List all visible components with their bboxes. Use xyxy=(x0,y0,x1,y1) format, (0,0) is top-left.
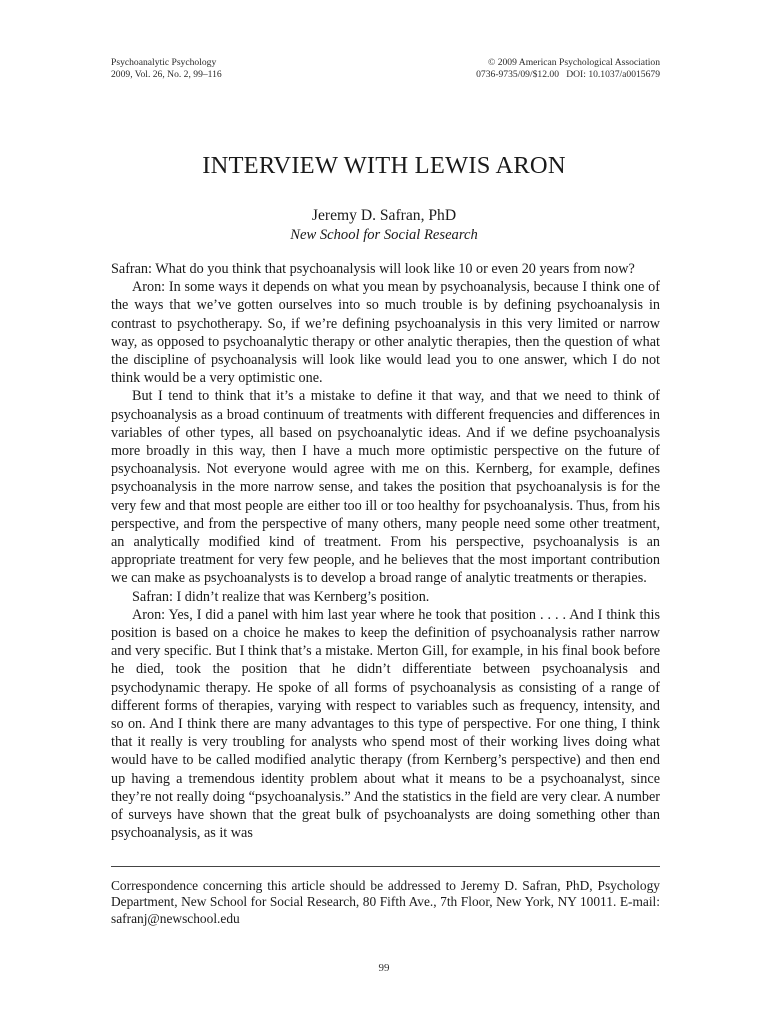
page-number: 99 xyxy=(378,962,390,974)
running-head-left xyxy=(111,57,222,81)
paragraph: Aron: Yes, I did a panel with him last year where he took that position . . . . And I think this position is based on a choice he makes to keep the definition of psychoanalysis rather narrow and very specific. But I think that’s a mistake. Merton Gill, for example, in his final book before he died, took the position that he didn’t differentiate between psychoanalysis and psychodynamic therapy. He spoke of all forms of psychoanalysis as consisting of a range of different forms of therapies, varying with respect to variables such as frequency, intensity, and so on. And I think there are many advantages to this type of perspective. For one thing, I think that it really is very troubling for analysts who spend most of their working lives doing what would have to be called modified analytic therapy (from Kernberg’s perspective) and then end up having a tremendous identity problem about what it means to be a psychoanalyst, since they’re not really doing “psychoanalysis.” And the statistics in the field are very clear. A number of surveys have shown that the great bulk of psychoanalysts are doing something other than psychoanalysis, as it was xyxy=(111,606,660,842)
paragraph: Aron: In some ways it depends on what you mean by psychoanalysis, because I think one of the ways that we’ve gotten ourselves into so much trouble is by defining psychoanalysis in contrast to psychotherapy. So, if we’re defining psychoanalysis in this very limited or narrow way, as opposed to psychoanalytic therapy or other analytic therapies, then the question of what the discipline of psychoanalysis will look like would lead you to one answer, which I do not think would be a very optimistic one. xyxy=(111,279,660,387)
volume-info: 2009, Vol. 26, No. 2, 99–116 xyxy=(111,69,222,80)
correspondence-footnote: Correspondence concerning this article should be addressed to Jeremy D. Safran, PhD, Psychology Department, New School for Social Research, 80 Fifth Ave., 7th Floor, New York, NY 10011. E-mail: safranj@newschool.edu xyxy=(111,878,660,926)
article-body xyxy=(111,260,660,843)
paragraph: Safran: I didn’t realize that was Kernberg’s position. xyxy=(132,588,430,605)
running-head-right xyxy=(476,57,660,81)
journal-name: Psychoanalytic Psychology xyxy=(111,57,217,68)
article-title: INTERVIEW WITH LEWIS ARON xyxy=(202,152,566,179)
issn-doi: 0736-9735/09/$12.00 DOI: 10.1037/a0015679 xyxy=(476,69,660,80)
article-author: Jeremy D. Safran, PhD xyxy=(311,207,457,224)
author-affiliation: New School for Social Research xyxy=(290,227,478,243)
footnote-divider xyxy=(111,866,660,867)
paragraph: Safran: What do you think that psychoanalysis will look like 10 or even 20 years from now? xyxy=(111,261,635,277)
copyright-notice: © 2009 American Psychological Association xyxy=(488,57,660,68)
paragraph: But I tend to think that it’s a mistake to define it that way, and that we need to think of psychoanalysis as a broad continuum of treatments with different frequencies and differences in variables of other types, all based on psychoanalytic ideas. And if we define psychoanalysis more broadly in this way, then I have a much more optimistic perspective on the future of psychoanalysis. Not everyone would agree with me on this. Kernberg, for example, defines psychoanalysis in the more narrow sense, and takes the position that psychoanalysis is for the very few and that most people are either too ill or too healthy for psychoanalysis. Thus, from his perspective, and from the perspective of many others, many people need some other treatment, an analytically modified kind of treatment. From his perspective, psychoanalysis is an appropriate treatment for very few people, and he believes that the most important contribution we can make as psychoanalysts is to develop a broad range of analytic treatments or therapies. xyxy=(111,388,660,587)
